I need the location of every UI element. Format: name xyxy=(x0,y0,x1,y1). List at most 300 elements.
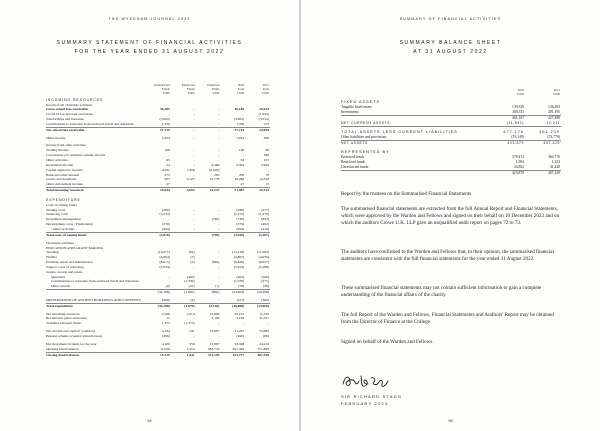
row-value: 4,109 xyxy=(161,341,170,346)
report-paragraph: The auditors have confirmed to the Warden and Fellows that, in their opinion, the summarised financial statements are consistent with the full financial statements for the year ended 31 August 2022. xyxy=(341,249,554,263)
row-value: - xyxy=(218,135,220,140)
row-value: (740) xyxy=(196,232,221,237)
row-value: 4,304 xyxy=(236,162,245,167)
row-value: 291,195 xyxy=(548,110,560,114)
row-value: (280) xyxy=(162,207,170,212)
row-value: - xyxy=(193,207,195,212)
row-value: - xyxy=(218,274,220,279)
row-value: (8,615) xyxy=(159,260,170,265)
row-value: (5,634) xyxy=(159,264,170,269)
row-value: - xyxy=(218,182,220,187)
row-value: 423,879 xyxy=(489,170,525,176)
row-value: 371,103 xyxy=(196,352,221,357)
row-value: - xyxy=(193,117,195,122)
row-label: Charitable activities xyxy=(46,240,75,245)
row-label: Bank and other interest xyxy=(46,172,79,177)
row-label: Investment management xyxy=(46,217,81,222)
row-value: 43,862 xyxy=(513,164,524,169)
row-value: 558 xyxy=(189,341,195,346)
row-label: INCOMING RESOURCES xyxy=(46,97,104,102)
row-value: 203 xyxy=(214,172,220,177)
row-label: Premises repair and maintenance xyxy=(46,260,93,265)
row-value: 477,176 xyxy=(489,127,525,136)
row-value: (53,770) xyxy=(547,135,560,140)
row-value: - xyxy=(193,182,195,187)
row-value: 263 xyxy=(164,177,170,182)
row-value: (32,188) xyxy=(146,290,171,295)
row-value xyxy=(245,96,270,103)
row-value: - xyxy=(218,112,220,117)
row-value: 1,336 xyxy=(161,121,170,126)
row-value: 4,561 xyxy=(161,167,170,172)
row-value: - xyxy=(218,226,220,231)
row-value: (4,804) xyxy=(159,255,170,260)
row-value: (30,268) xyxy=(245,290,270,295)
column-header: £'000 xyxy=(237,91,245,95)
row-value: 24,099 xyxy=(245,127,270,132)
row-label: Closing fund balances xyxy=(46,352,146,357)
row-value: 21,327 xyxy=(259,316,269,321)
row-value xyxy=(489,147,525,155)
row-label: Trading costs xyxy=(46,207,66,212)
row-value: 14,237 xyxy=(196,188,221,193)
row-label: Covid-19 fee discount and rebate xyxy=(46,112,94,117)
table-row xyxy=(341,127,561,136)
row-value: 407,429 xyxy=(525,141,561,147)
row-value: 3,693 xyxy=(171,188,196,193)
row-value: (1) xyxy=(215,284,220,289)
row-value: 34,210 xyxy=(259,341,269,346)
row-value: 364,776 xyxy=(548,154,560,159)
report-paragraph: The full Report of the Warden and Fellows, Financial Statements and Auditors' Report may be obtained from the Director of Finance at the College. xyxy=(341,312,554,326)
row-label: Teaching xyxy=(46,250,59,255)
balance-sheet-subtitle: AT 31 AUGUST 2022 xyxy=(413,49,488,55)
table-row xyxy=(341,147,561,155)
row-value: (81) xyxy=(188,250,195,255)
row-value: 2,106 xyxy=(161,311,170,316)
row-value: 2,225 xyxy=(186,177,195,182)
row-value xyxy=(525,97,561,105)
row-value: 63 xyxy=(166,158,170,162)
right-page xyxy=(301,0,600,431)
row-value: 407,429 xyxy=(525,170,561,176)
row-value: (3,307) xyxy=(245,232,270,237)
row-value: 15,778 xyxy=(209,177,220,182)
row-value: 407,429 xyxy=(232,346,245,351)
row-value: (11,092) xyxy=(257,250,269,255)
row-label: TOTAL ASSETS LESS CURRENT LIABILITIES xyxy=(341,127,489,136)
row-value: (492) xyxy=(261,222,269,227)
row-value: 14,318 xyxy=(259,177,269,182)
row-value: - xyxy=(243,321,245,326)
row-value: 21,297 xyxy=(234,329,245,334)
row-value: 3,106 xyxy=(211,316,220,321)
row-label: Net movement in funds for the year xyxy=(46,341,97,346)
row-value: (1,934) xyxy=(258,112,269,117)
row-label: REPRESENTED BY xyxy=(341,149,390,154)
row-value: (2,130) xyxy=(196,303,221,308)
row-value: (4,807) xyxy=(233,255,245,260)
row-value: (86) xyxy=(263,334,269,338)
row-value: 18,348 xyxy=(234,341,245,346)
row-label: Income from charitable activities xyxy=(46,102,93,107)
row-value: - xyxy=(218,264,220,269)
row-value xyxy=(171,196,196,203)
row-value: 1,024 xyxy=(236,135,245,140)
row-value: (34,904) xyxy=(220,290,245,295)
row-value: (4) xyxy=(190,297,195,302)
row-value: 107 xyxy=(263,158,269,162)
row-value: - xyxy=(218,222,220,227)
row-value: (0) xyxy=(165,284,170,289)
row-value: 41,420 xyxy=(549,164,560,169)
row-value: 196 xyxy=(164,148,170,153)
row-label: Investment income xyxy=(46,162,74,167)
row-value: (5,288) xyxy=(258,264,269,269)
row-value: 1,373 xyxy=(161,321,170,326)
row-value: (904) xyxy=(236,226,245,231)
row-value: (740) xyxy=(236,217,245,222)
row-value: (2,816) xyxy=(146,232,171,237)
row-value: (904) xyxy=(162,226,170,231)
row-label: EDUCATION AND GRANT MAKING xyxy=(46,245,104,250)
row-value: 15,129 xyxy=(146,352,171,357)
row-value: - xyxy=(193,112,195,117)
row-value: - xyxy=(243,112,245,117)
row-value: 29,012 xyxy=(259,107,269,112)
row-value: 1,336 xyxy=(236,121,245,126)
row-label: FIXED ASSETS xyxy=(341,99,381,104)
column-header: £'000 xyxy=(553,92,560,96)
row-value: - xyxy=(171,127,196,132)
row-label: Financing costs xyxy=(46,212,69,217)
row-label: Costs of raising funds xyxy=(46,202,77,207)
row-label: : Other activities xyxy=(51,226,75,231)
running-head: THE WYKEHAM JOURNAL 2022 xyxy=(108,17,191,21)
row-label: Coronavirus job retention scheme income xyxy=(46,153,106,158)
row-value: 541 xyxy=(189,329,195,334)
row-value: (280) xyxy=(236,207,245,212)
row-value: (416) xyxy=(261,226,269,231)
page-number: 95 xyxy=(448,419,453,423)
row-value: 70 xyxy=(265,172,269,177)
row-label: Other endowment income xyxy=(46,182,83,187)
row-label: Total expenditure xyxy=(46,303,146,308)
row-label: Development costs : Fundraising xyxy=(46,222,93,227)
row-label: Investments xyxy=(341,110,359,114)
column-header: Restricted xyxy=(181,84,195,87)
row-value: 371,808 xyxy=(257,346,269,351)
column-header: 2021 xyxy=(553,89,560,92)
row-value: (1,373) xyxy=(184,321,195,326)
row-value: - xyxy=(218,117,220,122)
row-value xyxy=(196,96,221,103)
row-label: Other income xyxy=(46,135,66,140)
column-header: £'000 xyxy=(517,92,524,96)
row-label: Income from other activities xyxy=(46,143,86,148)
row-value: (379) xyxy=(162,222,170,227)
row-value: 15 xyxy=(166,316,170,321)
report-paragraph: The summarised financial statements are extracted from the full Annual Report and Financial Statements, which were approved by the Warden and Fellows and signed on their behalf on 10 December 2022 and on which the auditors Crowe U.K. LLP gave an unqualified audit report on pages 72 to 73. xyxy=(341,206,560,227)
row-value: - xyxy=(193,121,195,126)
page-number: 94 xyxy=(147,419,152,423)
row-value: (843) xyxy=(261,217,269,222)
row-value: (3,802) xyxy=(233,117,245,122)
row-value: - xyxy=(218,153,220,158)
row-value: 30,185 xyxy=(234,107,245,112)
signature-date: FEBRUARY 2023 xyxy=(341,400,389,406)
row-value: - xyxy=(193,222,195,227)
table-row xyxy=(341,97,561,105)
row-value: - xyxy=(193,153,195,158)
row-value: (3,554) xyxy=(258,117,269,122)
row-label: Capital applied to income xyxy=(46,167,83,172)
row-label: Support costs of schooling xyxy=(46,264,84,269)
column-header: Total xyxy=(262,87,269,91)
row-value: 34,044 xyxy=(146,188,171,193)
row-value: 1,468 xyxy=(186,167,195,172)
row-label: Other awards xyxy=(51,284,71,289)
row-value xyxy=(196,196,221,203)
row-value: - xyxy=(193,158,195,162)
column-header: Funds xyxy=(211,87,220,91)
row-value: - xyxy=(193,172,195,177)
row-value: - xyxy=(168,112,170,117)
row-label: Total costs of raising funds xyxy=(46,232,146,237)
row-value: - xyxy=(218,255,220,260)
row-label: EXPENDITURE xyxy=(46,197,81,202)
row-label: Grants, awards and prizes xyxy=(46,269,83,274)
row-value: - xyxy=(193,334,195,338)
row-value: 1,024 xyxy=(161,135,170,140)
row-value: 1,253 xyxy=(186,346,195,351)
column-header: £'000 xyxy=(187,91,195,95)
row-value: 427,488 xyxy=(525,116,561,122)
row-value: 4,280 xyxy=(211,162,220,167)
row-value: 63 xyxy=(240,158,245,162)
statement-subtitle: FOR THE YEAR ENDED 31 AUGUST 2022 xyxy=(74,49,225,55)
row-label xyxy=(341,170,489,176)
row-value xyxy=(525,147,561,155)
row-value: 136,293 xyxy=(548,104,560,109)
row-value: 139,356 xyxy=(512,104,524,109)
row-value: - xyxy=(218,207,220,212)
row-value: (1,879) xyxy=(171,303,196,308)
row-value: (379) xyxy=(236,222,245,227)
row-value xyxy=(220,96,245,103)
row-value: (1,279) xyxy=(258,212,269,217)
row-value: (3,556) xyxy=(220,232,245,237)
row-label: NET CURRENT ASSETS xyxy=(341,121,391,126)
row-label: Opening fund balances xyxy=(46,346,79,351)
row-label: Other liabilities and provisions xyxy=(341,135,387,140)
row-value: - xyxy=(218,321,220,326)
row-value: - xyxy=(196,127,221,132)
row-value: 425,777 xyxy=(220,352,245,357)
row-value: 15 xyxy=(265,182,269,187)
row-value: 1,223 xyxy=(551,159,560,164)
table-row xyxy=(341,170,561,176)
balance-sheet-title: SUMMARY BALANCE SHEET xyxy=(399,40,502,46)
row-value: - xyxy=(168,217,170,222)
row-value: (1,336) xyxy=(184,279,195,284)
row-value: (402) xyxy=(186,274,195,279)
row-value: (58) xyxy=(238,284,245,289)
row-label: Net incoming resources xyxy=(46,311,80,316)
row-label: NET ASSETS xyxy=(341,141,489,147)
column-header: 2022 xyxy=(237,84,245,87)
row-value: (6,029) xyxy=(209,167,220,172)
row-value: 1,914 xyxy=(186,311,195,316)
row-label: Scholarships and bursaries xyxy=(46,117,84,122)
left-page xyxy=(0,0,299,431)
row-value: (1,336) xyxy=(233,279,245,284)
row-value: - xyxy=(193,226,195,231)
row-value: (48) xyxy=(263,284,269,289)
row-value: 11,352 xyxy=(259,311,269,316)
row-value: 1,811 xyxy=(171,352,196,357)
column-header: 2021 xyxy=(262,84,269,87)
statement-title: SUMMARY STATEMENT OF FINANCIAL ACTIVITIES xyxy=(56,40,243,46)
row-value: - xyxy=(267,167,269,172)
row-label: Pension scheme actuarial gains/(losses) xyxy=(46,334,103,338)
table-row xyxy=(46,196,270,203)
row-value: 27,719 xyxy=(220,127,245,132)
column-header: £'000 xyxy=(262,91,269,95)
row-value: 18,266 xyxy=(234,177,245,182)
row-value: - xyxy=(267,321,269,326)
column-header: £'000 xyxy=(212,91,220,95)
row-value: (3) xyxy=(190,255,195,260)
row-value: - xyxy=(218,212,220,217)
row-value xyxy=(245,196,270,203)
row-value: 51,987 xyxy=(220,188,245,193)
row-value: 16,191 xyxy=(234,311,245,316)
row-label: Quiristers xyxy=(51,274,65,279)
signatory xyxy=(341,394,402,407)
row-value xyxy=(489,97,525,105)
financial-activities-table xyxy=(46,84,270,357)
column-header: Funds xyxy=(162,87,170,91)
row-value: - xyxy=(193,107,195,112)
row-value: (411) xyxy=(236,297,245,302)
row-value: - xyxy=(193,316,195,321)
row-value: 4,194 xyxy=(161,329,170,334)
row-label: PRESERVATION OF ANCIENT BUILDINGS AND CONTENTS xyxy=(46,297,141,302)
row-value: 12,806 xyxy=(209,311,220,316)
row-value: 1,904 xyxy=(515,159,524,164)
row-value xyxy=(146,96,171,103)
row-value: 12,211 xyxy=(546,121,560,126)
row-value: 476 xyxy=(238,172,245,177)
row-value: 575 xyxy=(263,121,269,126)
row-label: Tangible fixed assets xyxy=(341,104,372,109)
row-value: 461,167 xyxy=(489,116,525,122)
column-header: Total xyxy=(237,87,245,91)
row-value: - xyxy=(193,264,195,269)
row-value: 34,685 xyxy=(259,329,269,334)
column-header: Endowed xyxy=(207,84,220,87)
row-value: - xyxy=(193,135,195,140)
row-value: 384,776 xyxy=(207,346,220,351)
row-value: 47 xyxy=(240,182,245,187)
row-value: 11,020 xyxy=(160,346,170,351)
row-label: Net school fees receivable xyxy=(46,127,146,132)
row-value: 15,807 xyxy=(209,341,220,346)
row-value: - xyxy=(193,212,195,217)
row-value: - xyxy=(193,217,195,222)
row-label: Grants and donations xyxy=(46,177,77,182)
row-label: Welfare xyxy=(46,255,58,260)
row-label: Restricted funds xyxy=(341,159,366,164)
row-value: 196 xyxy=(238,148,245,153)
row-value: - xyxy=(168,279,170,284)
row-value: (1,253) xyxy=(159,212,170,217)
row-value xyxy=(220,196,245,203)
row-value: 42,512 xyxy=(245,188,270,193)
row-label: Contributions to bursaries from endowed funds and donations xyxy=(46,121,134,126)
row-value: (309) xyxy=(261,274,269,279)
row-value: 423,879 xyxy=(489,141,525,147)
row-label: Transfers between funds xyxy=(46,321,81,326)
row-value: - xyxy=(171,232,196,237)
row-label: Endowed funds xyxy=(341,154,365,159)
row-value: 273 xyxy=(164,172,170,177)
row-value: (9,466) xyxy=(233,260,245,265)
row-value: - xyxy=(168,274,170,279)
row-value: 386 xyxy=(263,153,269,158)
row-label: Total incoming resources xyxy=(46,188,146,193)
row-value: - xyxy=(218,297,220,302)
row-value: (362) xyxy=(261,297,269,302)
column-header: Funds xyxy=(186,87,195,91)
row-value: 27,719 xyxy=(146,127,171,132)
row-value: 98 xyxy=(265,148,269,153)
row-value: (13,158) xyxy=(232,250,245,255)
row-value: (402) xyxy=(236,274,245,279)
column-header: Unrestricted xyxy=(154,84,170,87)
row-value: (53,149) xyxy=(511,135,524,140)
row-value: (400) xyxy=(162,297,170,302)
row-value: (8,927) xyxy=(258,260,269,265)
row-value: 24 xyxy=(166,162,170,167)
row-value: 47 xyxy=(166,182,170,187)
row-label: Trading income xyxy=(46,148,69,153)
row-value: (1,253) xyxy=(233,212,245,217)
table-row xyxy=(46,96,270,103)
row-value: 490 xyxy=(263,135,269,140)
report-paragraph: These summarised financial statements may not contain sufficient information to gain a complete understanding of the financial affairs of the charity. xyxy=(341,285,542,299)
report-heading: Report by the trustees on the Summarised Financial Statements xyxy=(341,191,472,197)
column-header: £'000 xyxy=(162,91,170,95)
row-value: 15,807 xyxy=(209,329,220,334)
signature-image xyxy=(341,372,391,390)
balance-sheet-table xyxy=(341,89,561,176)
row-value: - xyxy=(193,162,195,167)
row-value: 2,909 xyxy=(261,162,269,167)
row-value: - xyxy=(218,148,220,153)
row-value: 3,106 xyxy=(236,316,245,321)
column-header: 2022 xyxy=(517,89,524,92)
row-value: (13,077) xyxy=(157,250,170,255)
row-value: (277) xyxy=(261,207,269,212)
row-value xyxy=(146,196,171,203)
row-value: - xyxy=(243,153,245,158)
row-label: Contributions to bursaries from endowed funds and donations xyxy=(51,279,139,284)
row-value: - xyxy=(193,148,195,153)
row-value: 309,511 xyxy=(512,110,524,114)
row-value: - xyxy=(243,167,245,172)
